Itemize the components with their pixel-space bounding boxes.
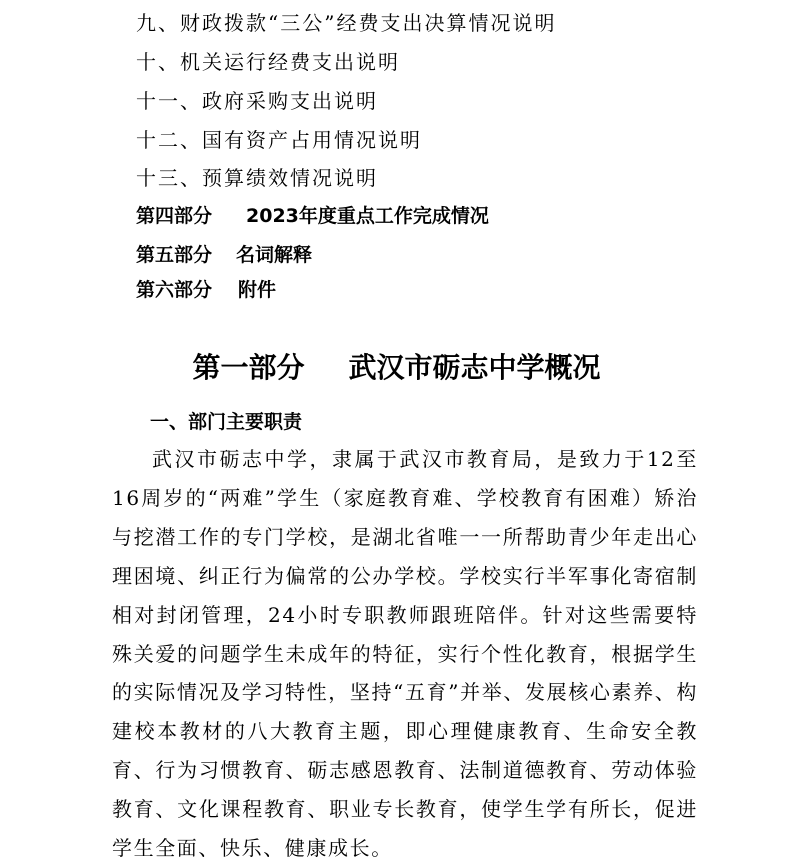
toc-item-11: 十一、政府采购支出说明 — [136, 89, 378, 113]
part-one-label: 第一部分 — [192, 351, 305, 384]
body-paragraph: 武汉市砺志中学，隶属于武汉市教育局，是致力于12至16周岁的“两难”学生（家庭教育难、学校教育有困难）矫治与挖潜工作的专门学校，是湖北省唯一一所帮助青少年走出心理困境、纠正行为偏常的公办学校。学校实行半军事化寄宿制相对封闭管理，24小时专职教师跟班陪伴。针对这些需要特殊关爱的问题学生未成年的特征，实行个性化教育，根据学生的实际情况及学习特性，坚持“五育”并举、发展核心素养、构建校本教材的八大教育主题，即心理健康教育、生命安全教育、行为习惯教育、砺志感恩教育、法制道德教育、劳动体验教育、文化课程教育、职业专长教育，使学生学有所长，促进学生全面、快乐、健康成长。 — [112, 447, 698, 861]
toc-part-5 — [136, 240, 312, 267]
part-one-name: 武汉市砺志中学概况 — [348, 351, 601, 384]
toc-item-10: 十、机关运行经费支出说明 — [136, 50, 400, 74]
toc-item-13: 十三、预算绩效情况说明 — [136, 166, 378, 190]
toc-part-4 — [136, 201, 489, 228]
toc-part-5-label: 第五部分 — [136, 244, 213, 266]
toc-part-4-label: 第四部分 — [136, 205, 213, 227]
toc-part-5-title: 名词解释 — [236, 244, 313, 266]
toc-part-4-title: 2023年度重点工作完成情况 — [246, 205, 489, 227]
part-one-title — [0, 346, 793, 386]
section-heading: 一、部门主要职责 — [150, 411, 303, 433]
toc-item-9: 九、财政拨款“三公”经费支出决算情况说明 — [136, 11, 557, 35]
toc-part-6 — [136, 275, 276, 302]
toc-part-6-title: 附件 — [238, 279, 277, 301]
toc-part-6-label: 第六部分 — [136, 279, 213, 301]
toc-item-12: 十二、国有资产占用情况说明 — [136, 128, 422, 152]
